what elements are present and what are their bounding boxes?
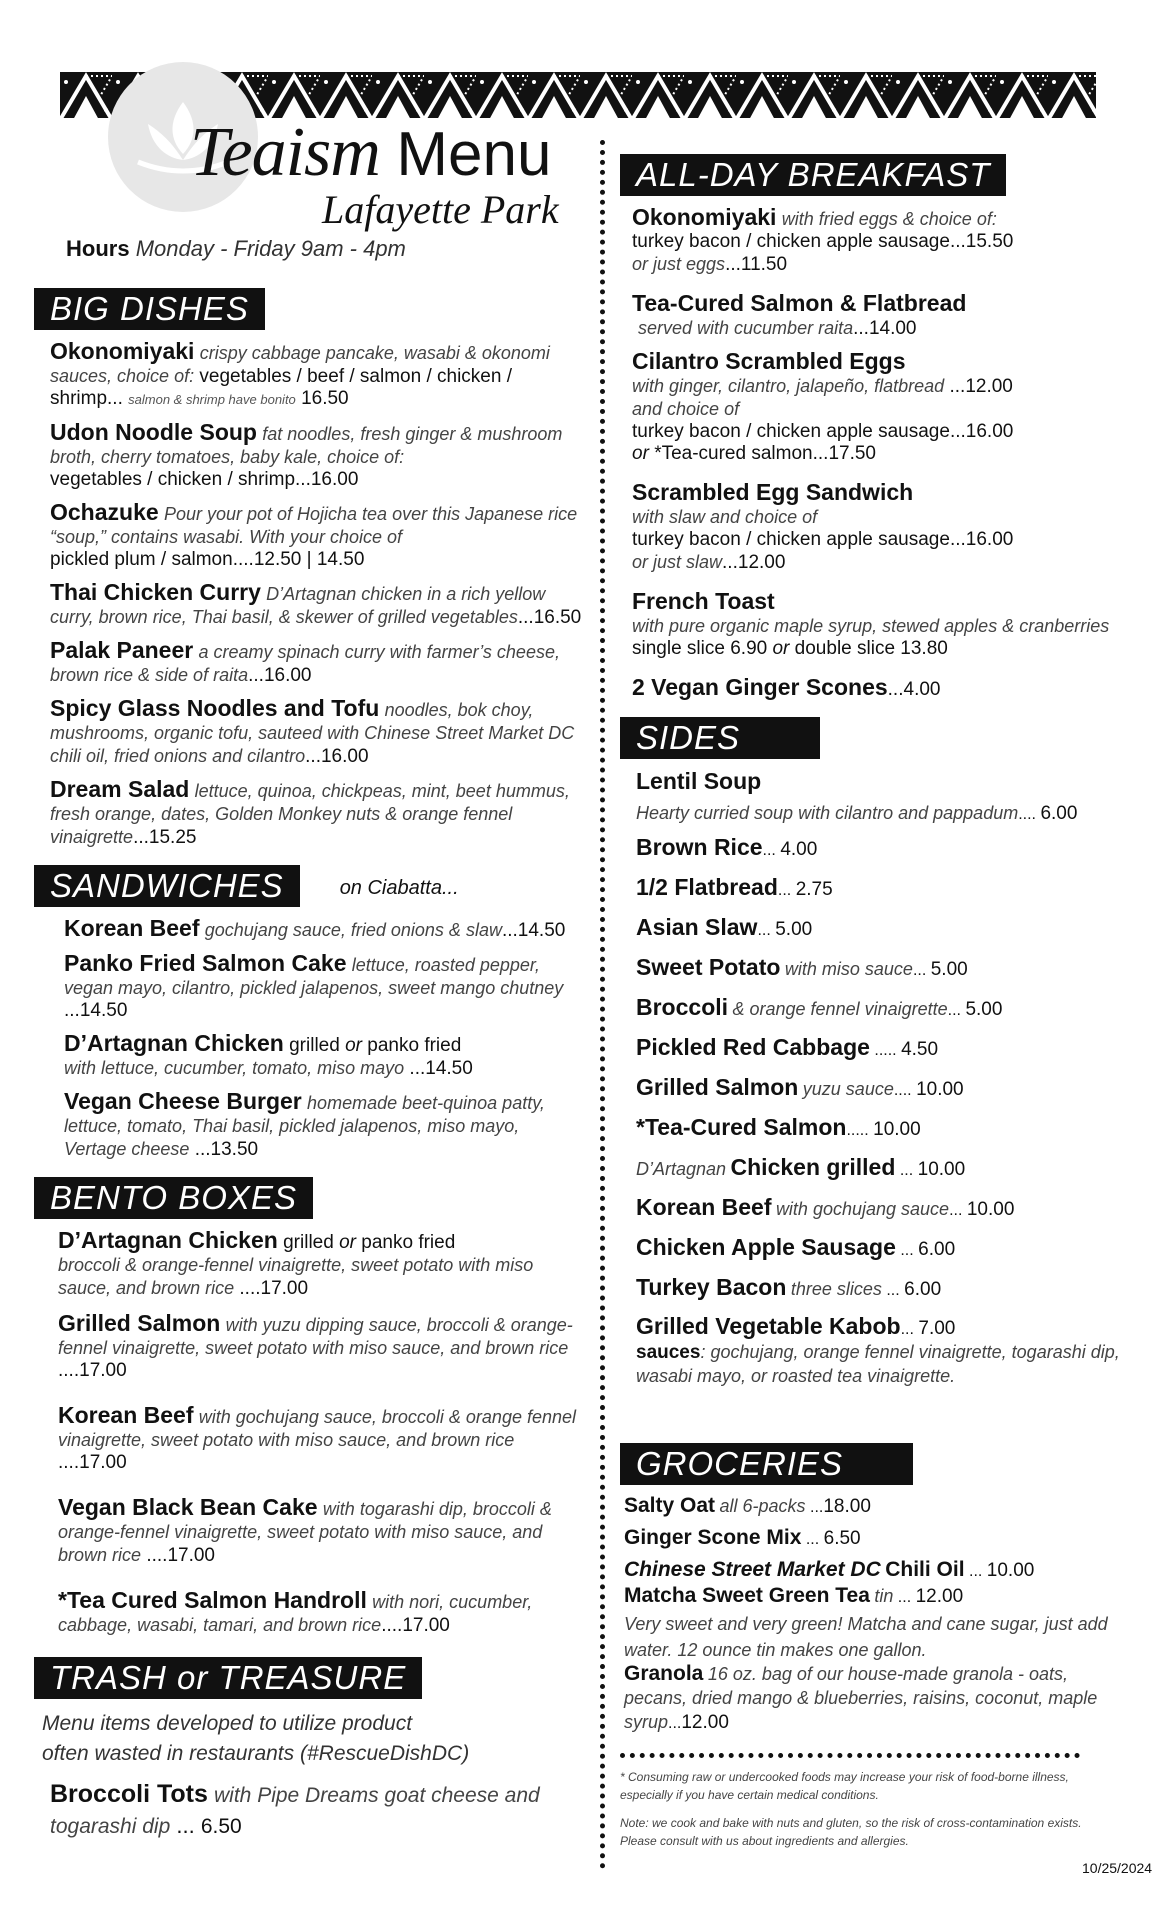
item-price: 14.50 (517, 920, 566, 941)
price-sep: .... (232, 549, 254, 570)
trash-description (42, 1709, 582, 1769)
side-item (636, 1075, 1120, 1103)
side-item (636, 1155, 1120, 1183)
price-sep: .... (1018, 806, 1036, 823)
left-column (34, 282, 582, 1858)
item-price: 6.90 (730, 638, 768, 659)
item-price: 6.50 (823, 1528, 861, 1549)
sauces-text: : gochujang, orange fennel vinaigrette, togarashi dip, wasabi mayo, or roasted tea vinaigrette. (636, 1342, 1120, 1386)
price-sep: ... (900, 1321, 914, 1338)
item-price: 5.00 (930, 959, 968, 980)
side-item (636, 995, 1120, 1023)
sandwiches-list (34, 917, 582, 1161)
price-sep: .... (381, 1615, 403, 1636)
price-sep: ... (248, 665, 264, 686)
price-sep: ... (899, 1162, 914, 1179)
item-choices: turkey bacon / chicken apple sausage (632, 529, 950, 550)
item-name: Turkey Bacon (636, 1274, 787, 1300)
item-name: Asian Slaw (636, 914, 758, 940)
hours-value: Monday - Friday 9am - 4pm (135, 236, 406, 261)
item-name: D’Artagnan Chicken (58, 1227, 278, 1253)
price-sep: ... (107, 388, 123, 409)
side-item (636, 1235, 1120, 1263)
side-item (636, 1035, 1120, 1063)
price-sep: ... (853, 318, 869, 339)
menu-item (58, 1229, 582, 1300)
price-sep: ..... (874, 1042, 897, 1059)
grocery-item (624, 1495, 1120, 1519)
side-item (636, 835, 1120, 863)
breakfast-heading: ALL-DAY BREAKFAST (620, 154, 1006, 196)
item-desc: & orange fennel vinaigrette (732, 999, 948, 1019)
item-name: Grilled Salmon (58, 1310, 221, 1336)
item-desc: with fried eggs & choice of: (781, 209, 997, 229)
item-desc: served with cucumber raita (638, 318, 854, 338)
consumption-warning: * Consuming raw or undercooked foods may increase your risk of food-borne illness, especially if you have certain medical conditions. (620, 1770, 1069, 1802)
menu-item (64, 1032, 582, 1080)
item-or: or (339, 1232, 356, 1253)
side-item (636, 769, 1120, 797)
item-name: Salty Oat (624, 1494, 716, 1517)
sides-list (620, 769, 1120, 1389)
item-name: Korean Beef (64, 915, 200, 941)
item-price: 16.00 (263, 665, 312, 686)
menu-item (58, 1589, 582, 1637)
menu-item (632, 350, 1120, 465)
item-option: panko fried (361, 1232, 456, 1253)
sandwiches-heading-row (34, 859, 582, 917)
item-price: 17.00 (79, 1360, 127, 1381)
item-price: 18.00 (823, 1496, 871, 1517)
item-desc: with miso sauce (784, 959, 913, 979)
item-name: Korean Beef (636, 1194, 772, 1220)
item-price: 17.00 (79, 1452, 127, 1473)
item-price: 14.50 (79, 1000, 128, 1021)
item-name: Palak Paneer (50, 637, 194, 663)
item-name: Sweet Potato (636, 954, 781, 980)
item-price: 13.50 (210, 1139, 259, 1160)
price-sep: ... (949, 421, 966, 442)
price-sep: ... (887, 679, 904, 700)
item-price: 15.25 (148, 827, 197, 848)
item-name: Vegan Cheese Burger (64, 1088, 302, 1114)
item-name: Dream Salad (50, 776, 190, 802)
price-sep: ... (295, 469, 311, 490)
menu-item (50, 421, 582, 491)
item-name: 2 Vegan Ginger Scones (632, 674, 888, 700)
item-choices: pickled plum / salmon (50, 549, 233, 570)
price-sep: ... (409, 1058, 426, 1079)
item-desc: with pure organic maple syrup, stewed apples & cranberries (632, 616, 1110, 636)
price-sep: ... (305, 746, 321, 767)
menu-item (632, 590, 1120, 660)
item-alt: or just slaw (632, 552, 723, 572)
item-desc: with gochujang sauce, broccoli & orange fennel vinaigrette, sweet potato with miso sauce, and brown rice (58, 1407, 577, 1450)
price-sep: ... (886, 1282, 900, 1299)
item-name: Udon Noodle Soup (50, 419, 257, 445)
item-name: Vegan Black Bean Cake (58, 1494, 318, 1520)
item-brand: Chinese Street Market DC (624, 1558, 881, 1581)
side-item (636, 1115, 1120, 1143)
price-sep: ... (805, 1531, 820, 1548)
item-name: *Tea Cured Salmon Handroll (58, 1587, 367, 1613)
price-sep: ... (777, 882, 792, 899)
menu-item (632, 292, 1120, 340)
item-desc: with gochujang sauce (775, 1199, 950, 1219)
side-item (636, 915, 1120, 943)
item-price: 10.00 (916, 1079, 964, 1100)
price-sep: .... (146, 1545, 168, 1566)
item-option: grilled (289, 1035, 340, 1056)
item-name: Ochazuke (50, 499, 159, 525)
item-choices: *Tea-cured salmon (654, 443, 813, 464)
trash-text-2: often wasted in restaurants (#RescueDishDC) (42, 1742, 470, 1765)
price-sep: ... (969, 1563, 983, 1580)
item-name: Korean Beef (58, 1402, 194, 1428)
price-sep: ... (722, 552, 738, 573)
item-name: Grilled Salmon (636, 1074, 799, 1100)
item-price: 16.00 (965, 529, 1014, 550)
price-sep: ... (517, 607, 534, 628)
bento-list (34, 1229, 582, 1637)
column-divider (600, 140, 605, 1870)
footer-divider (620, 1753, 1080, 1758)
item-desc: yuzu sauce (802, 1079, 894, 1099)
item-name: Brown Rice (636, 834, 763, 860)
hours-line (66, 236, 406, 262)
item-prefix: D’Artagnan (636, 1159, 727, 1179)
grocery-item (624, 1559, 1120, 1583)
side-item (636, 1195, 1120, 1223)
item-name: Thai Chicken Curry (50, 579, 261, 605)
item-desc: with slaw and choice of (632, 507, 818, 527)
menu-item (632, 206, 1120, 276)
item-desc: a creamy spinach curry with farmer’s cheese, brown rice & side of raita (50, 642, 560, 685)
price-sep: ... (757, 922, 771, 939)
item-name: 1/2 Flatbread (636, 874, 778, 900)
price-sep: .... (58, 1360, 80, 1381)
menu-item (50, 581, 582, 629)
item-price: 16.00 (965, 421, 1014, 442)
item-name: Scrambled Egg Sandwich (632, 479, 914, 505)
breakfast-list (620, 206, 1120, 701)
item-name: Okonomiyaki (50, 338, 195, 364)
price-sep: ... (900, 1242, 914, 1259)
menu-date: 10/25/2024 (1082, 1860, 1153, 1876)
item-desc: 16 oz. bag of our house-made granola - oats, pecans, dried mango & blueberries, raisins, coconut, maple syrup (624, 1664, 1098, 1732)
item-price: 5.00 (965, 999, 1003, 1020)
menu-item (632, 676, 1120, 701)
item-desc: with nori, cucumber, cabbage, wasabi, tamari, and brown rice (58, 1592, 533, 1635)
groceries-list (624, 1495, 1120, 1735)
item-price: 4.50 (901, 1039, 939, 1060)
item-choices: turkey bacon / chicken apple sausage (632, 421, 950, 442)
price-sep: .... (893, 1082, 912, 1099)
side-item (636, 1275, 1120, 1303)
item-note: salmon & shrimp have bonito (128, 392, 296, 407)
item-desc: with yuzu dipping sauce, broccoli & orange-fennel vinaigrette, sweet potato with miso sauce, and brown rice (58, 1315, 573, 1358)
sandwiches-heading: SANDWICHES (34, 865, 300, 907)
menu-item (58, 1496, 582, 1567)
item-desc: with togarashi dip, broccoli & orange-fennel vinaigrette, sweet potato with miso sauce, and brown rice (58, 1499, 552, 1565)
trash-heading-b: TREASURE (218, 1659, 407, 1696)
item-name: Cilantro Scrambled Eggs (632, 348, 906, 374)
menu-item (632, 481, 1120, 574)
bento-heading: BENTO BOXES (34, 1177, 313, 1219)
item-price: 4.00 (903, 679, 941, 700)
item-name: Pickled Red Cabbage (636, 1034, 870, 1060)
grocery-item (624, 1585, 1120, 1609)
item-alt: or just eggs (632, 254, 726, 274)
item-name: French Toast (632, 588, 775, 614)
item-choices: turkey bacon / chicken apple sausage (632, 231, 950, 252)
groceries-heading: GROCERIES (620, 1443, 913, 1485)
price-sep: ... (912, 962, 927, 979)
item-desc: homemade beet-quinoa patty, lettuce, tomato, Thai basil, pickled jalapenos, miso mayo, Vertage cheese (64, 1093, 545, 1159)
item-name: Chicken Apple Sausage (636, 1234, 896, 1260)
right-column (620, 148, 1120, 1860)
item-desc: tin (874, 1586, 894, 1606)
item-desc: broccoli & orange-fennel vinaigrette, sweet potato with miso sauce, and brown rice (58, 1255, 534, 1298)
item-price: 16.00 (310, 469, 359, 490)
price-sep: ... (668, 1715, 682, 1732)
price-sep: ... (501, 920, 518, 941)
item-price: 7.00 (918, 1318, 956, 1339)
item-or: or (632, 443, 649, 464)
item-price: 10.00 (986, 1560, 1035, 1581)
item-name: Broccoli (636, 994, 729, 1020)
item-name: Broccoli Tots (50, 1780, 208, 1808)
item-desc: with lettuce, cucumber, tomato, miso mayo (64, 1058, 405, 1078)
item-price: 12.00 (915, 1586, 964, 1607)
trash-heading-or: or (177, 1659, 209, 1696)
price-sep: ... (194, 1139, 211, 1160)
price-sep: ... (947, 1002, 961, 1019)
menu-item (64, 917, 582, 942)
price-sep: .... (58, 1452, 80, 1473)
trash-treasure-heading (34, 1657, 422, 1699)
item-name: D’Artagnan Chicken (64, 1030, 284, 1056)
item-price: 5.00 (775, 919, 813, 940)
item-or: or (345, 1035, 362, 1056)
trash-heading-a: TRASH (50, 1659, 167, 1696)
price-sep: ... (812, 443, 829, 464)
side-item (636, 875, 1120, 903)
menu-item (64, 1090, 582, 1161)
item-option: single slice (632, 638, 725, 659)
big-dishes-list (34, 340, 582, 849)
trash-text-1: Menu items developed to utilize product (42, 1712, 413, 1735)
sandwiches-note: on Ciabatta... (339, 876, 459, 899)
item-name: Panko Fried Salmon Cake (64, 950, 347, 976)
menu-item (58, 1312, 582, 1382)
grocery-item (624, 1527, 1120, 1551)
menu-item (50, 697, 582, 768)
item-desc: Pour your pot of Hojicha tea over this Japanese rice “soup,” contains wasabi. With your choice of (50, 504, 578, 547)
item-price: 14.50 (425, 1058, 473, 1079)
item-price: 6.00 (918, 1239, 956, 1260)
allergy-note: Note: we cook and bake with nuts and gluten, so the risk of cross-contamination exists. Please consult with us about ingredients and allergies. (620, 1816, 1082, 1848)
item-option: panko fried (367, 1035, 462, 1056)
item-price: 2.75 (795, 879, 833, 900)
hours-label: Hours (66, 236, 130, 261)
item-price: 16.50 (301, 388, 349, 409)
location-subtitle: Lafayette Park (322, 187, 559, 232)
item-price: 16.50 (533, 607, 582, 628)
item-name: Granola (624, 1662, 704, 1685)
title-teaism: Teaism (190, 114, 380, 191)
price-sep: ... (949, 1202, 963, 1219)
menu-item (50, 1779, 582, 1842)
item-price: 10.00 (873, 1119, 921, 1140)
item-name: Grilled Vegetable Kabob (636, 1313, 901, 1339)
item-desc: gochujang sauce, fried onions & slaw (204, 920, 502, 940)
menu-item (64, 952, 582, 1022)
price-sep: ... (949, 231, 966, 252)
item-name: Tea-Cured Salmon & Flatbread (632, 290, 967, 316)
side-item (636, 955, 1120, 983)
item-desc: Hearty curried soup with cilantro and pappadum (636, 803, 1019, 823)
price-sep: ... (949, 376, 966, 397)
item-name: Okonomiyaki (632, 204, 777, 230)
item-price: 6.00 (1040, 803, 1078, 824)
price-sep: ... (64, 1000, 80, 1021)
item-price: 10.00 (966, 1199, 1015, 1220)
item-choices: vegetables / beef / salmon / chicken / shrimp (50, 366, 512, 409)
item-or: or (772, 638, 790, 659)
item-desc: and choice of (632, 399, 740, 419)
item-price: 12.00 (965, 376, 1013, 397)
item-price: 17.00 (167, 1545, 215, 1566)
sides-heading: SIDES (620, 717, 820, 759)
item-price: 12.00 (681, 1712, 729, 1733)
item-desc: noodles, bok choy, mushrooms, organic tofu, sauteed with Chinese Street Market DC chili oil, fried onions and cilantro (50, 700, 575, 766)
price-sep: ... (133, 827, 149, 848)
item-price: 17.00 (402, 1615, 450, 1636)
item-name: *Tea-Cured Salmon (636, 1114, 847, 1140)
side-item (636, 801, 1120, 827)
item-desc: three slices (790, 1279, 882, 1299)
item-name: Ginger Scone Mix (624, 1526, 802, 1549)
price-sep: ... (897, 1589, 912, 1606)
item-desc: with ginger, cilantro, jalapeño, flatbread (632, 376, 945, 396)
page-title (190, 114, 552, 191)
title-menu: Menu (396, 120, 552, 189)
item-option: grilled (283, 1232, 334, 1253)
price-sep: ... (762, 842, 776, 859)
item-desc: fat noodles, fresh ginger & mushroom broth, cherry tomatoes, baby kale, choice of: (50, 424, 563, 467)
item-desc: all 6-packs (719, 1496, 806, 1516)
price-sep: ... (725, 254, 741, 275)
matcha-note: Very sweet and very green! Matcha and cane sugar, just add water. 12 ounce tin makes one gallon. (624, 1614, 1108, 1660)
item-price: 10.00 (917, 1159, 966, 1180)
menu-item (50, 639, 582, 687)
big-dishes-heading: BIG DISHES (34, 288, 265, 330)
item-name: Chicken grilled (730, 1154, 896, 1180)
grocery-item (624, 1663, 1120, 1735)
item-price: 4.00 (780, 839, 818, 860)
item-price: 12.50 | 14.50 (253, 549, 365, 570)
item-price: 6.50 (200, 1815, 242, 1838)
item-price: 12.00 (737, 552, 786, 573)
item-choices: vegetables / chicken / shrimp (50, 469, 296, 490)
price-sep: ... (176, 1813, 195, 1838)
price-sep: ... (810, 1499, 824, 1516)
item-price: 17.00 (260, 1278, 309, 1299)
item-desc: with Pipe Dreams goat cheese and togarashi dip (50, 1784, 540, 1838)
price-sep: ... (949, 529, 966, 550)
item-price: 13.80 (900, 638, 948, 659)
item-price: 17.50 (828, 443, 876, 464)
sauces-label: sauces (636, 1342, 701, 1363)
item-desc: lettuce, quinoa, chickpeas, mint, beet hummus, fresh orange, dates, Golden Monkey nuts & orange fennel vinaigrette (50, 781, 570, 847)
item-price: 14.00 (868, 318, 917, 339)
menu-item (50, 501, 582, 571)
item-price: 16.00 (320, 746, 369, 767)
item-desc: D’Artagnan chicken in a rich yellow curry, brown rice, Thai basil, & skewer of grilled vegetables (50, 584, 546, 627)
item-price: 11.50 (740, 254, 788, 275)
item-price: 15.50 (965, 231, 1014, 252)
item-desc: crispy cabbage pancake, wasabi & okonomi sauces, choice of: (50, 343, 550, 386)
item-name: Spicy Glass Noodles and Tofu (50, 695, 380, 721)
price-sep: ..... (846, 1122, 869, 1139)
menu-item (58, 1404, 582, 1474)
item-desc: lettuce, roasted pepper, vegan mayo, cilantro, pickled jalapenos, sweet mango chutney (64, 955, 564, 998)
item-price: 6.00 (904, 1279, 942, 1300)
price-sep: .... (239, 1278, 261, 1299)
item-name: Matcha Sweet Green Tea (624, 1584, 870, 1607)
item-name: Lentil Soup (636, 768, 762, 794)
menu-item (50, 778, 582, 849)
side-item (636, 1315, 1120, 1389)
item-name: Chili Oil (885, 1558, 965, 1581)
menu-item (50, 340, 582, 411)
item-option: double slice (794, 638, 896, 659)
